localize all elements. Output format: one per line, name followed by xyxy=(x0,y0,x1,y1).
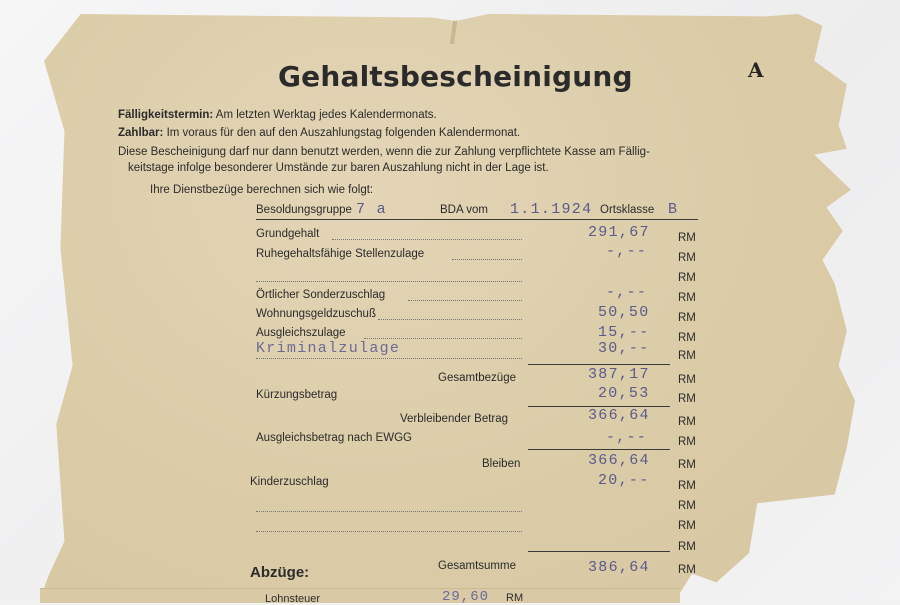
leader-dots xyxy=(452,258,522,260)
kuerzung-value: 20,53 xyxy=(598,385,650,402)
zahlbar-line xyxy=(118,127,520,139)
kinderzuschlag-label: Kinderzuschlag xyxy=(250,476,329,488)
rm-unit: RM xyxy=(678,500,696,512)
gesamtbezuege-label: Gesamtbezüge xyxy=(438,372,516,384)
ausgleichszulage-value: 15,-- xyxy=(598,324,650,341)
besoldung-value: 7 a xyxy=(356,201,387,218)
rm-unit: RM xyxy=(678,393,696,405)
ewgg-label: Ausgleichsbetrag nach EWGG xyxy=(256,432,412,444)
kriminalzulage-value: 30,-- xyxy=(598,340,650,357)
blank-line xyxy=(256,280,522,282)
header-rule xyxy=(256,219,698,220)
wohnungsgeld-label: Wohnungsgeldzuschuß xyxy=(256,308,376,320)
abzuege-label: Abzüge: xyxy=(250,564,310,581)
document-sheet xyxy=(40,14,855,600)
rm-unit: RM xyxy=(678,541,696,553)
leader-dots xyxy=(256,357,522,359)
ewgg-value: -,-- xyxy=(606,429,648,446)
zahlbar-text: Im voraus für den auf den Auszahlungstag folgenden Kalendermonat. xyxy=(166,127,521,139)
second-sheet xyxy=(40,588,680,603)
gesamtsumme-label: Gesamtsumme xyxy=(438,560,516,572)
grundgehalt-value: 291,67 xyxy=(588,224,650,241)
notice-line-1: Diese Bescheinigung darf nur dann benutzt werden, wenn die zur Zahlung verpflichtete Kasse am Fällig- xyxy=(118,146,650,158)
leader-dots xyxy=(378,318,522,320)
bleiben-label: Bleiben xyxy=(482,458,521,470)
bda-label: BDA vom xyxy=(440,204,488,216)
leader-dots xyxy=(408,299,522,301)
faelligkeit-label: Fälligkeitstermin: xyxy=(118,109,214,121)
rm-unit: RM xyxy=(678,520,696,532)
lohnsteuer-unit: RM xyxy=(506,592,524,604)
besoldung-label: Besoldungsgruppe xyxy=(256,204,352,216)
zahlbar-label: Zahlbar: xyxy=(118,127,164,139)
rm-unit: RM xyxy=(678,332,696,344)
sonderzuschlag-value: -,-- xyxy=(606,284,648,301)
grundgehalt-label: Grundgehalt xyxy=(256,228,320,240)
verbleibend-label: Verbleibender Betrag xyxy=(400,413,509,425)
sum-rule xyxy=(528,551,670,552)
verbleibend-value: 366,64 xyxy=(588,407,650,424)
rm-unit: RM xyxy=(678,252,696,264)
gesamtsumme-value: 386,64 xyxy=(588,559,650,576)
gesamtbezuege-value: 387,17 xyxy=(588,366,650,383)
rm-unit: RM xyxy=(678,480,696,492)
blank-line xyxy=(256,510,522,512)
lohnsteuer-label: Lohnsteuer xyxy=(265,593,321,605)
rm-unit: RM xyxy=(678,459,696,471)
bda-value: 1.1.1924 xyxy=(510,201,593,218)
rm-unit: RM xyxy=(678,292,696,304)
rm-unit: RM xyxy=(678,564,696,576)
faelligkeit-text: Am letzten Werktag jedes Kalendermonats. xyxy=(215,109,437,121)
leader-dots xyxy=(332,238,522,240)
sonderzuschlag-label: Örtlicher Sonderzuschlag xyxy=(256,289,386,301)
document-title: Gehaltsbescheinigung xyxy=(278,60,633,93)
sum-rule xyxy=(528,449,670,450)
blank-line xyxy=(256,530,522,532)
lohnsteuer-value: 29,60 xyxy=(442,589,490,605)
rm-unit: RM xyxy=(678,416,696,428)
rm-unit: RM xyxy=(678,436,696,448)
ausgleichszulage-label: Ausgleichszulage xyxy=(256,327,346,339)
rm-unit: RM xyxy=(678,232,696,244)
wohnungsgeld-value: 50,50 xyxy=(598,304,650,321)
kuerzung-label: Kürzungsbetrag xyxy=(256,389,338,401)
rm-unit: RM xyxy=(678,312,696,324)
faelligkeit-line xyxy=(118,109,437,121)
notice-line-2: keitstage infolge besonderer Umstände zur baren Auszahlung nicht in der Lage ist. xyxy=(128,162,549,174)
leader-dots xyxy=(364,337,522,339)
rm-unit: RM xyxy=(678,272,696,284)
kriminalzulage-label: Kriminalzulage xyxy=(256,340,401,357)
sum-rule xyxy=(528,364,670,365)
corner-letter: A xyxy=(748,58,764,82)
kinderzuschlag-value: 20,-- xyxy=(598,472,650,489)
ruhegehalt-value: -,-- xyxy=(606,243,648,260)
ortsklasse-value: B xyxy=(668,201,679,218)
ruhegehalt-label: Ruhegehaltsfähige Stellenzulage xyxy=(256,248,425,260)
bleiben-value: 366,64 xyxy=(588,452,650,469)
rm-unit: RM xyxy=(678,350,696,362)
rm-unit: RM xyxy=(678,374,696,386)
ortsklasse-label: Ortsklasse xyxy=(600,204,655,216)
intro-text: Ihre Dienstbezüge berechnen sich wie folgt: xyxy=(150,184,374,196)
